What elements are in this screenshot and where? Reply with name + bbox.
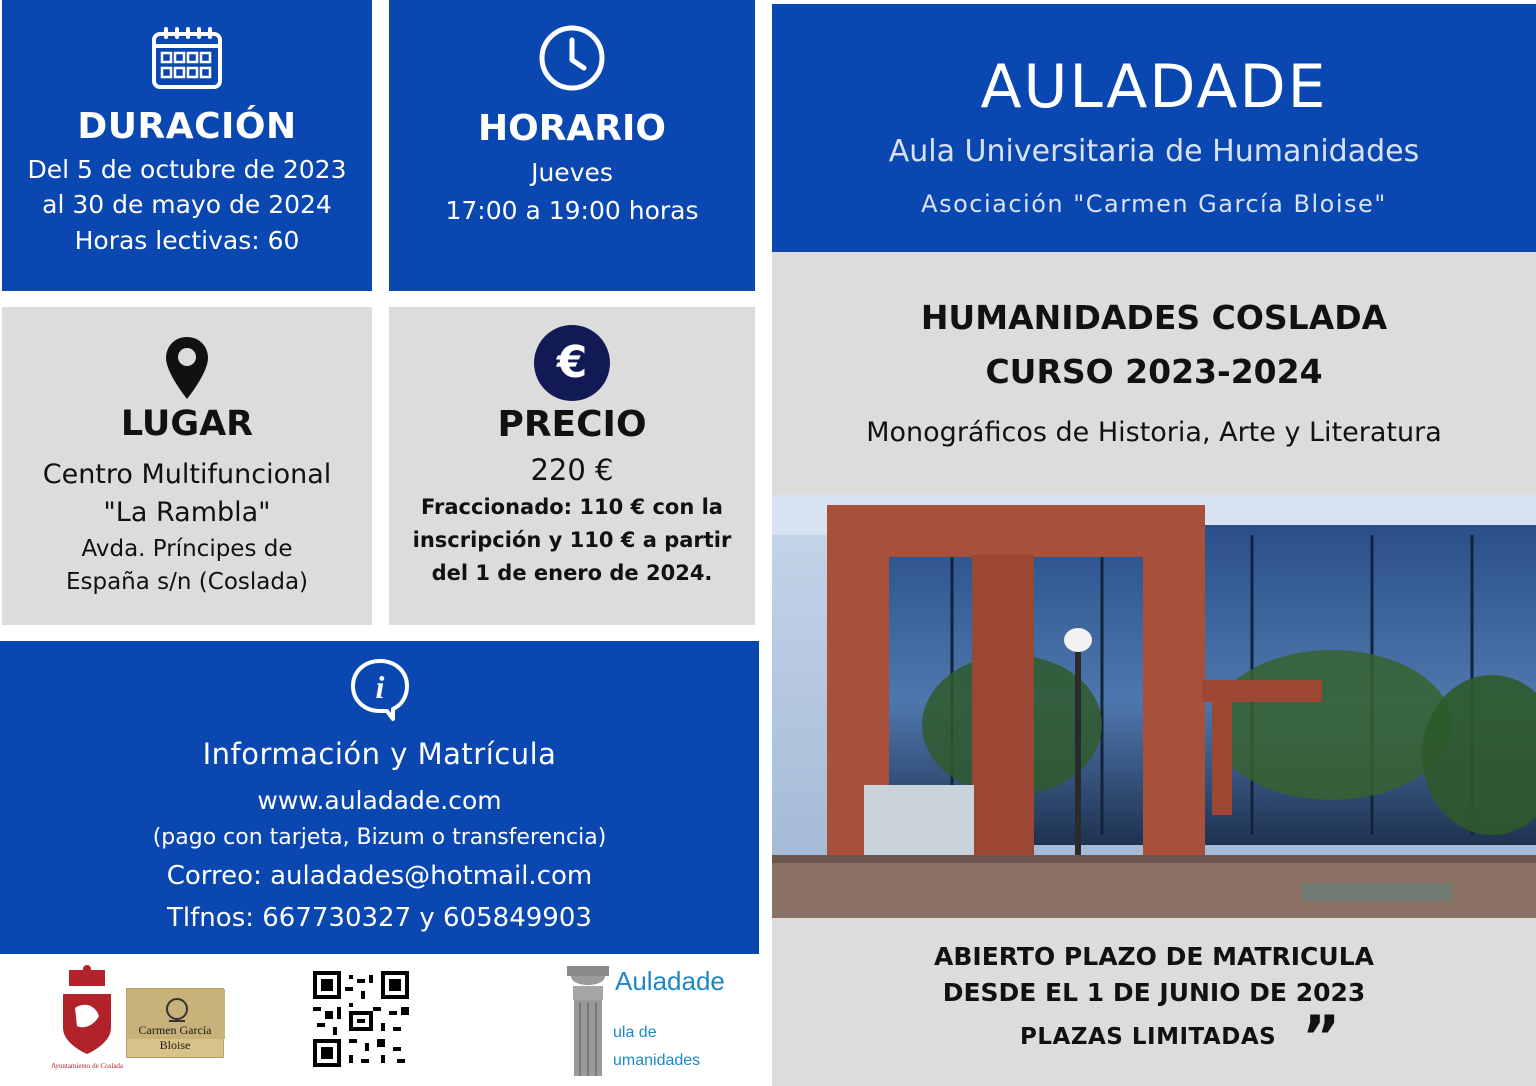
quote-mark-icon: ” <box>1302 1003 1341 1071</box>
enrollment-date: DESDE EL 1 DE JUNIO DE 2023 <box>942 978 1366 1007</box>
precio-line: del 1 de enero de 2024. <box>431 561 713 585</box>
auladade-logo-tag1: ula de <box>613 1024 657 1041</box>
info-payment: (pago con tarjeta, Bizum o transferencia) <box>152 825 607 850</box>
info-heading: Información y Matrícula <box>202 737 557 771</box>
info-icon <box>349 657 411 721</box>
lugar-line: Avda. Príncipes de <box>81 536 293 562</box>
course-title: HUMANIDADES COSLADA <box>920 298 1388 337</box>
precio-tile <box>389 307 755 625</box>
info-phones: Tlfnos: 667730327 y 605849903 <box>167 903 592 933</box>
auladade-logo <box>563 964 733 1076</box>
course-year: CURSO 2023-2024 <box>985 352 1323 391</box>
limited-places: PLAZAS LIMITADAS <box>1020 1024 1277 1050</box>
building-photo <box>772 495 1536 918</box>
lugar-line: "La Rambla" <box>103 497 271 528</box>
brand-banner <box>772 4 1536 252</box>
column-icon <box>563 964 613 1076</box>
lugar-title: LUGAR <box>120 404 254 444</box>
info-email[interactable]: Correo: auladades@hotmail.com <box>166 861 593 891</box>
horario-tile <box>389 0 755 291</box>
association-logo-text: Carmen García Bloise <box>138 1023 212 1052</box>
calendar-icon <box>151 26 223 90</box>
council-logo-text: Ayuntamiento de Coslada <box>50 1062 124 1070</box>
brand-name: AULADADE <box>980 52 1328 122</box>
duracion-line: al 30 de mayo de 2024 <box>42 190 332 219</box>
duracion-title: DURACIÓN <box>77 106 297 147</box>
qr-code[interactable] <box>313 971 409 1067</box>
horario-line: Jueves <box>531 158 613 187</box>
brand-association: Asociación "Carmen García Bloise" <box>921 190 1387 218</box>
clock-icon <box>538 24 606 92</box>
lugar-line: España s/n (Coslada) <box>65 569 309 595</box>
auladade-logo-tag2: umanidades <box>613 1052 701 1069</box>
association-logo <box>126 988 224 1058</box>
course-subtitle: Monográficos de Historia, Arte y Literatura <box>866 417 1442 448</box>
duracion-tile <box>2 0 372 291</box>
auladade-logo-name: Auladade <box>615 966 725 996</box>
duracion-line: Horas lectivas: 60 <box>74 226 300 255</box>
council-logo <box>50 964 124 1074</box>
info-tile <box>0 641 759 954</box>
brand-subtitle: Aula Universitaria de Humanidades <box>888 134 1420 169</box>
info-glyph: i <box>375 669 384 705</box>
info-website[interactable]: www.auladade.com <box>257 786 502 815</box>
enrollment-line: ABIERTO PLAZO DE MATRICULA <box>934 942 1374 971</box>
lugar-line: Centro Multifuncional <box>42 459 332 490</box>
horario-title: HORARIO <box>477 108 667 149</box>
lugar-tile <box>2 307 372 625</box>
precio-amount: 220 € <box>530 453 614 487</box>
course-block <box>772 252 1536 495</box>
precio-title: PRECIO <box>497 404 647 445</box>
map-pin-icon <box>164 335 210 401</box>
enrollment-notice <box>772 918 1536 1086</box>
precio-line: inscripción y 110 € a partir <box>412 528 732 552</box>
precio-line: Fraccionado: 110 € con la <box>421 495 723 519</box>
euro-icon: € <box>534 325 610 401</box>
horario-line: 17:00 a 19:00 horas <box>445 196 699 225</box>
duracion-line: Del 5 de octubre de 2023 <box>27 155 347 184</box>
